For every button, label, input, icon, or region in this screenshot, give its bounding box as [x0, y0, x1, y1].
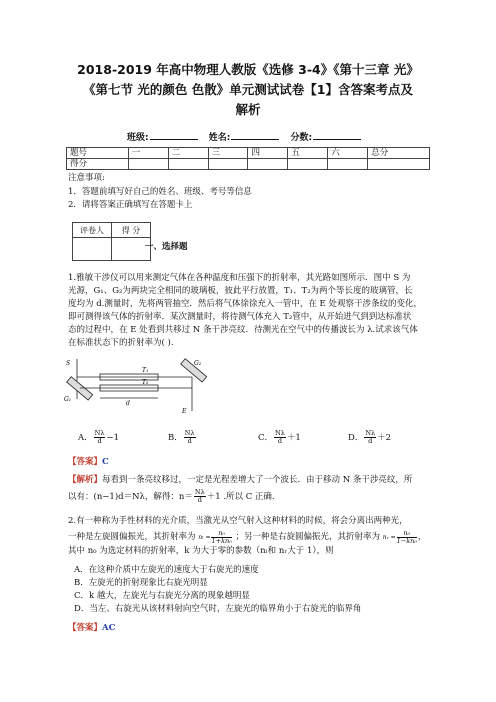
analysis-text: 每看到一条亮纹移过，一定是光程差增大了一个波长．由于移动 N 条干涉亮纹，所 [102, 475, 413, 485]
exam-title-line2: 《第七节 光的颜色 色散》单元测试试卷【1】含答案考点及 [83, 82, 413, 97]
score-blank [313, 131, 361, 140]
exam-title-line3: 解析 [235, 102, 261, 117]
q2-text: 一种是左旋圆偏振光，其折射率为 [68, 532, 196, 542]
analysis-text: 以有：(n−1)d＝Nλ，解得：n＝ [68, 492, 193, 502]
label-g2: G₂ [194, 360, 202, 367]
fraction: $\frac{N\lambda}{d}$ [365, 429, 376, 445]
label-t1: T₁ [142, 367, 149, 374]
q2-line1: 2.有一种称为手性材料的光介质，当激光从空气射入这种材料的时候，将会分离出两种光， [68, 516, 408, 526]
q2-option-a[interactable]: A．在这种介质中左旋光的速度大于右旋光的速度 [74, 565, 259, 575]
interferometer-diagram [62, 355, 222, 415]
score-header-row [67, 148, 430, 159]
score-cell [128, 159, 168, 170]
q2-text: ， [417, 532, 427, 542]
fraction: $\frac{N\lambda}{d}$ [194, 488, 205, 504]
score-cell: 五 [288, 148, 328, 159]
q1-line: 态的过程中，在 E 处看到共移过 N 条干涉亮纹．待测光在空气中的传播波长为 λ.试求该气体 [68, 325, 418, 335]
label-e: E [182, 408, 187, 415]
q2-option-d[interactable]: D．当左、右旋光从该材料射向空气时，左旋光的临界角小于右旋光的临界角 [74, 604, 362, 614]
student-info-line [0, 130, 496, 143]
score-cell: 一 [128, 148, 168, 159]
notes-item-1: 1．答题前填写好自己的姓名、班级、考号等信息 [68, 187, 252, 197]
score-cell: 得分 [67, 159, 129, 170]
score-cell [248, 159, 288, 170]
fraction: $\frac{N\lambda}{d}$ [275, 429, 285, 445]
analysis-label: 【解析】 [68, 475, 103, 485]
score-cell [168, 159, 208, 170]
score-cell [368, 159, 430, 170]
fraction: $\frac{N\lambda}{d}$ [184, 429, 195, 445]
label-d: d [126, 400, 130, 407]
score-value-row [67, 159, 430, 170]
answer-label: 【答案】 [68, 623, 103, 633]
option-letter: A． [78, 433, 93, 443]
q1-option-b[interactable] [168, 430, 197, 445]
notes-item-2: 2．请将答案正确填写在答题卡上 [68, 200, 193, 210]
option-tail: ＋1 [286, 433, 301, 443]
class-blank [150, 131, 198, 140]
answer-value: AC [102, 623, 116, 633]
score-cell: 总分 [368, 148, 430, 159]
q1-line: 光源，G₁、G₂为两块完全相同的玻璃板，彼此平行放置，T₁、T₂为两个等长度的玻璃管，长 [68, 286, 413, 296]
score-cell: 三 [208, 148, 248, 159]
exam-title-line1: 2018-2019 年高中物理人教版《选修 3-4》《第十三章 光》 [77, 62, 419, 77]
class-label: 班级: [126, 133, 149, 143]
answer-value: C [102, 457, 109, 467]
name-label: 姓名: [208, 133, 231, 143]
formula-right: nᵣ = $\frac{\text{n₀}}{\text{1−kn₀}}$ [382, 529, 417, 545]
q2-line2 [68, 530, 426, 545]
q2-answer [68, 623, 115, 635]
analysis-text: ＋1 .所以 C 正确. [206, 492, 275, 502]
q2-option-b[interactable]: B．左旋光的折射现象比右旋光明显 [74, 578, 208, 588]
section-heading: 一、选择题 [145, 242, 188, 252]
option-letter: C． [258, 433, 274, 443]
fraction: $\frac{N\lambda}{d}$ [94, 429, 105, 445]
q1-option-d[interactable] [348, 430, 391, 445]
q2-text: ；另一种是右旋圆偏振光，其折射率为 [235, 532, 381, 542]
score-cell [288, 159, 328, 170]
q1-line: 即可测得该气体的折射率．某次测量时，将待测气体充入 T₂管中，从开始进气到到达标准状 [68, 312, 412, 322]
formula-left: nₗ = $\frac{\text{n₀}}{\text{1+kn₀}}$ [198, 529, 232, 545]
q1-line: 在标准状态下的折射率为( ). [68, 338, 174, 348]
label-t2: T₂ [142, 379, 149, 386]
score-label: 分数: [290, 133, 313, 143]
q2-option-c[interactable]: C．k 越大，左旋光与右旋光分离的现象越明显 [74, 591, 250, 601]
q1-line: 1.雅敏干涉仪可以用来测定气体在各种温度和压强下的折射率，其光路如图所示．图中 S 为 [68, 273, 411, 283]
score-cell: 四 [248, 148, 288, 159]
label-s: S [66, 360, 71, 367]
label-g1: G₁ [64, 396, 72, 403]
option-tail: ＋2 [377, 433, 392, 443]
answer-label: 【答案】 [68, 457, 103, 467]
score-cell: 二 [168, 148, 208, 159]
score-cell: 六 [328, 148, 368, 159]
q1-option-a[interactable] [78, 430, 119, 445]
q1-analysis-line1 [68, 475, 412, 487]
q1-analysis-line2 [68, 489, 275, 504]
q2-line3: 其中 n₀ 为选定材料的折射率，k 为大于零的参数（nₗ和 nᵣ大于 1），则 [68, 546, 334, 556]
grader-cell [73, 238, 112, 261]
score-cell: 题号 [67, 148, 129, 159]
option-letter: D． [348, 433, 364, 443]
q1-option-c[interactable] [258, 430, 301, 445]
score-table [66, 147, 430, 170]
name-blank [231, 131, 279, 140]
grader-score-label: 得 分 [112, 223, 151, 238]
q1-line: 度均为 d.测量时，先将两管抽空．然后将气体徐徐充入一管中，在 E 处观察干涉条纹的变化， [68, 299, 422, 309]
grader-table [72, 222, 151, 261]
option-tail: −1 [106, 433, 119, 443]
notes-title: 注意事项: [68, 173, 105, 183]
q1-answer [68, 457, 109, 469]
score-cell [328, 159, 368, 170]
option-letter: B． [168, 433, 183, 443]
grader-label: 评卷人 [73, 223, 112, 238]
score-cell [208, 159, 248, 170]
